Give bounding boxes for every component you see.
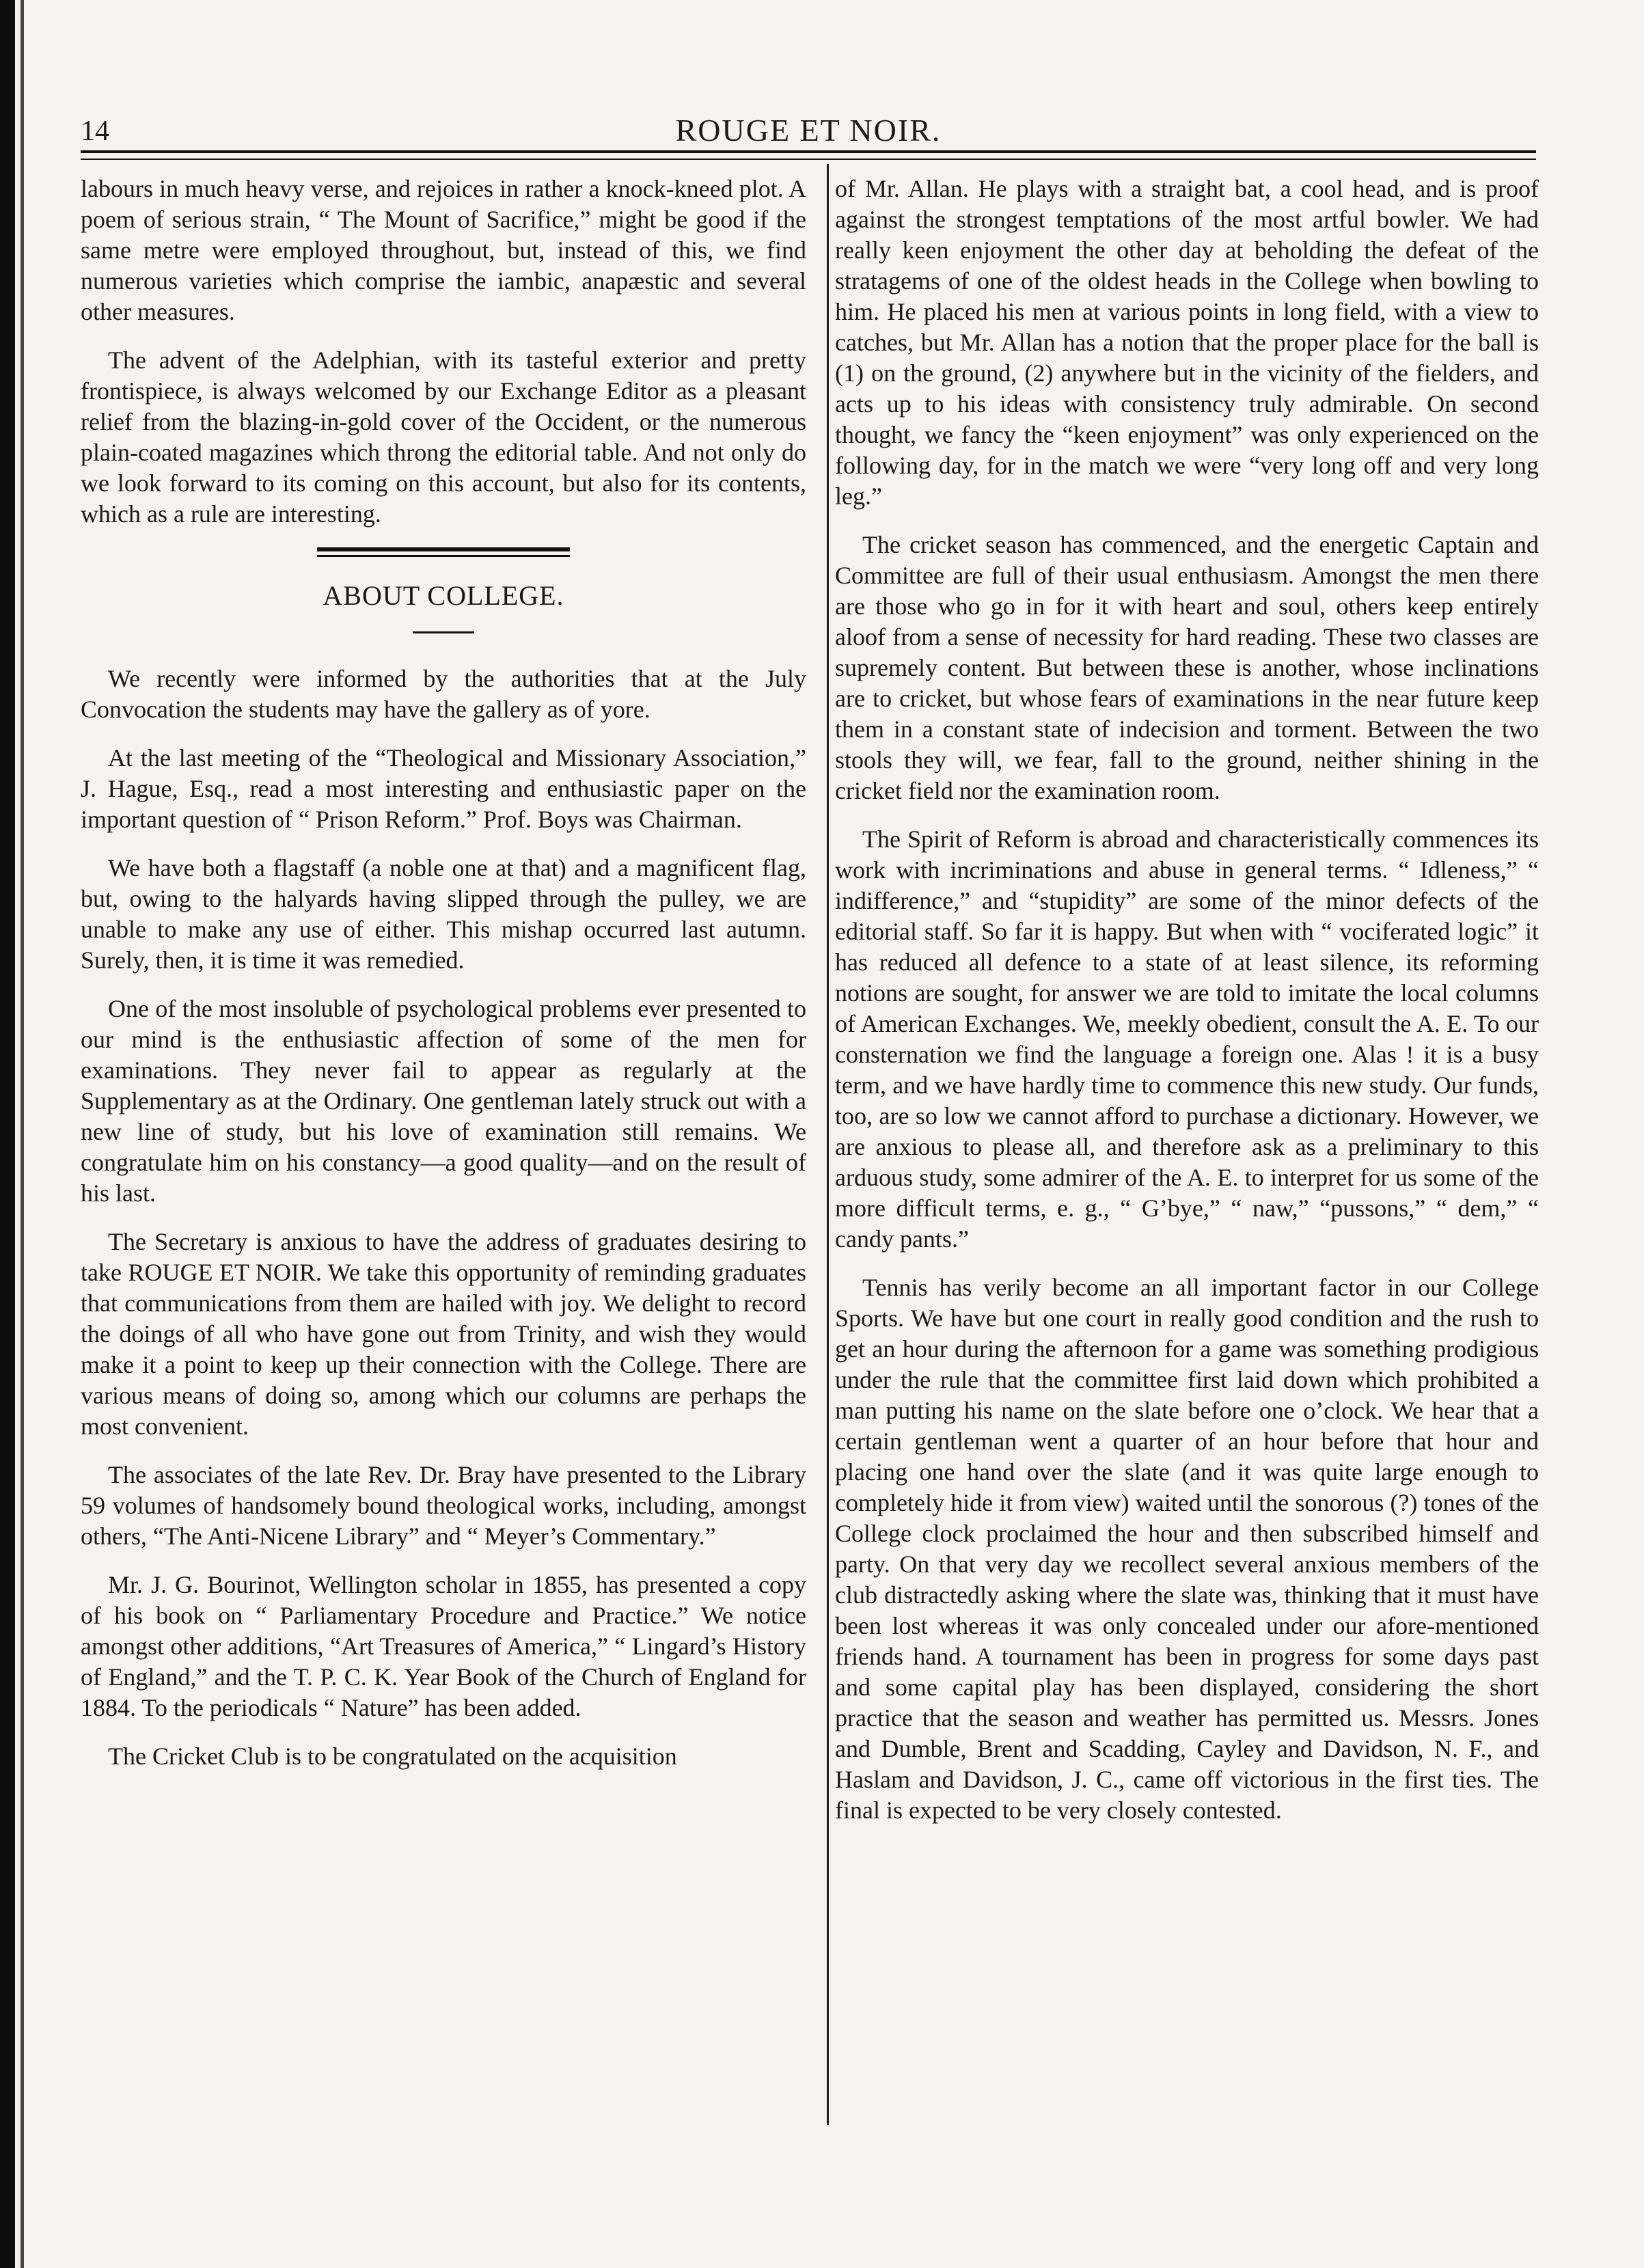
paragraph: of Mr. Allan. He plays with a straight bat, a cool head, and is proof against the strongest temptations of the most artful bowler. We had really keen enjoyment the other day at beholding the defeat of the stratagems of one of the oldest heads in the College when bowling to him. He placed his men at various points in long field, with a view to catches, but Mr. Allan has a notion that the proper place for the ball is (1) on the ground, (2) anywhere but in the vicinity of the fielders, and acts up to his ideas with consistency truly admirable. On second thought, we fancy the “keen enjoyment” was only experienced on the following day, for in the match we were “very long off and very long leg.”: [835, 175, 1539, 510]
heading-underline-rule: [413, 631, 474, 633]
paragraph: Tennis has verily become an all important factor in our College Sports. We have but one court in really good condition and the rush to get an hour during the afternoon for a game was something prodigious under the rule that the committee first laid down which prohibited a man putting his name on the slate before one o’clock. We hear that a certain gentleman went a quarter of an hour before that hour and placing one hand over the slate (and it was quite large enough to completely hide it from view) waited until the sonorous (?) tones of the College clock proclaimed the hour and then subscribed himself and party. On that very day we recollect several anxious members of the club distractedly asking where the slate was, thinking that it must have been lost whereas it was only concealed under our afore-mentioned friends hand. A tournament has been in progress for some days past and some capital play has been displayed, considering the short practice that the season and weather has permitted us. Messrs. Jones and Dumble, Brent and Scadding, Cayley and Davidson, N. F., and Haslam and Davidson, J. C., came off victorious in the first ties. The final is expected to be very closely contested.: [835, 1274, 1539, 1824]
scan-binding-shadow: [20, 0, 24, 2268]
paragraph: We have both a flagstaff (a noble one at that) and a magnificent flag, but, owing to the halyards having slipped through the pulley, we are unable to make any use of either. This mishap occurred last autumn. Surely, then, it is time it was remedied.: [81, 854, 806, 974]
section-heading: ABOUT COLLEGE.: [323, 580, 564, 611]
section-divider-rule: [317, 547, 570, 557]
left-column: [81, 174, 806, 1790]
running-head: [81, 109, 1536, 150]
header-rule-thin: [81, 159, 1536, 160]
right-column: [835, 174, 1539, 1844]
paragraph: The Spirit of Reform is abroad and characteristically commences its work with incriminations and abuse in general terms. “ Idleness,” “ indifference,” and “stupidity” are some of the minor defects of the editorial staff. So far it is happy. But when with “ vociferated logic” it has reduced all defence to a state of at least silence, its reforming notions are sought, for answer we are told to imitate the local columns of American Exchanges. We, meekly obedient, consult the A. E. To our consternation we find the language a foreign one. Alas ! it is a busy term, and we have hardly time to commence this new study. Our funds, too, are so low we cannot afford to purchase a dictionary. However, we are anxious to please all, and therefore ask as a preliminary to this arduous study, some admirer of the A. E. to interpret for us some of the more difficult terms, e. g., “ G’bye,” “ naw,” “pussons,” “ dem,” “ candy pants.”: [835, 825, 1539, 1253]
column-divider: [827, 164, 829, 2125]
paragraph: The advent of the Adelphian, with its tasteful exterior and pretty frontispiece, is always welcomed by our Exchange Editor as a pleasant relief from the blazing-in-gold cover of the Occident, or the numerous plain-coated magazines which throng the editorial table. And not only do we look forward to its coming on this account, but also for its contents, which as a rule are interesting.: [81, 346, 806, 528]
paragraph: We recently were informed by the authorities that at the July Convocation the students may have the gallery as of yore.: [81, 665, 806, 723]
paragraph: labours in much heavy verse, and rejoices in rather a knock-kneed plot. A poem of serious strain, “ The Mount of Sacrifice,” might be good if the same metre were employed throughout, but, instead of this, we find numerous varieties which comprise the iambic, anapæstic and several other measures.: [81, 175, 806, 325]
paragraph: The associates of the late Rev. Dr. Bray have presented to the Library 59 volumes of handsomely bound theological works, including, amongst others, “The Anti-Nicene Library” and “ Meyer’s Commentary.”: [81, 1461, 806, 1550]
scan-binding-edge: [0, 0, 15, 2268]
journal-title: ROUGE ET NOIR.: [675, 113, 942, 148]
paragraph: The Secretary is anxious to have the address of graduates desiring to take ROUGE ET NOIR. We take this opportunity of reminding graduates that communications from them are hailed with joy. We delight to record the doings of all who have gone out from Trinity, and wish they would make it a point to keep up their connection with the College. There are various means of doing so, among which our columns are perhaps the most convenient.: [81, 1228, 806, 1440]
paragraph: At the last meeting of the “Theological and Missionary Association,” J. Hague, Esq., read a most interesting and enthusiastic paper on the important question of “ Prison Reform.” Prof. Boys was Chairman.: [81, 744, 806, 833]
page-number: 14: [81, 115, 109, 147]
paragraph: The cricket season has commenced, and the energetic Captain and Committee are full of their usual enthusiasm. Amongst the men there are those who go in for it with heart and soul, others keep entirely aloof from a sense of necessity for hard reading. These two classes are supremely content. But between these is another, whose inclinations are to cricket, but whose fears of examinations in the near future keep them in a constant state of indecision and torment. Between the two stools they will, we fear, fall to the ground, neither shining in the cricket field nor the examination room.: [835, 531, 1539, 804]
paragraph: One of the most insoluble of psychological problems ever presented to our mind is the enthusiastic affection of some of the men for examinations. They never fail to appear as regularly at the Supplementary as at the Ordinary. One gentleman lately struck out with a new line of study, but his love of examination still remains. We congratulate him on his constancy—a good quality—and on the result of his last.: [81, 995, 806, 1207]
paragraph: The Cricket Club is to be congratulated on the acquisition: [108, 1743, 677, 1770]
header-rule: [81, 150, 1536, 153]
paragraph: Mr. J. G. Bourinot, Wellington scholar in 1855, has presented a copy of his book on “ Parliamentary Procedure and Practice.” We notice amongst other additions, “Art Treasures of America,” “ Lingard’s History of England,” and the T. P. C. K. Year Book of the Church of England for 1884. To the periodicals “ Nature” has been added.: [81, 1571, 806, 1721]
